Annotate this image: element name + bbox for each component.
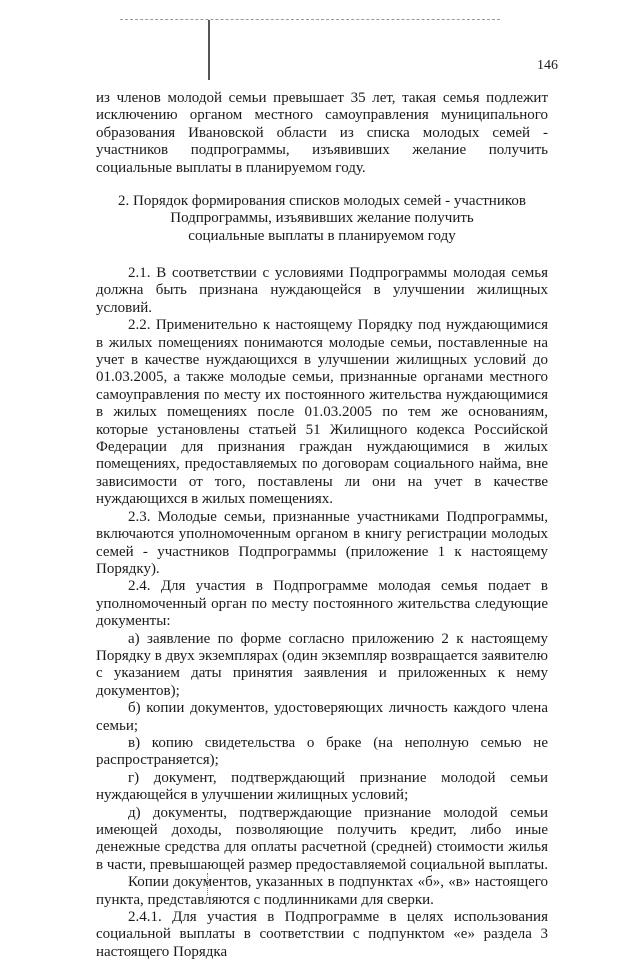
list-item-g: г) документ, подтверждающий признание молодой семьи нуждающейся в улучшении жилищных условий; xyxy=(96,769,548,804)
scan-artifact-line xyxy=(120,19,500,20)
section-heading-line-1: 2. Порядок формирования списков молодых семей - участников xyxy=(118,193,526,209)
section-heading-line-2: Подпрограммы, изъявивших желание получить xyxy=(170,210,474,227)
paragraph-2-1: 2.1. В соответствии с условиями Подпрограммы молодая семья должна быть признана нуждающейся в улучшении жилищных условий. xyxy=(96,265,548,316)
section-heading xyxy=(96,193,548,245)
paragraph-2-4: 2.4. Для участия в Подпрограмме молодая семья подает в уполномоченный орган по месту постоянного жительства следующие документы: xyxy=(96,578,548,630)
intro-block xyxy=(96,90,548,177)
copies-paragraph: Копии документов, указанных в подпунктах «б», «в» настоящего пункта, представляются с подлинниками для сверки. xyxy=(96,874,548,908)
list-item-a: а) заявление по форме согласно приложению 2 к настоящему Порядку в двух экземплярах (один экземпляр возвращается заявителю с указанием даты принятия заявления и приложенных к нему документов); xyxy=(96,630,548,699)
page-number: 146 xyxy=(537,58,558,73)
section-heading-line-3: социальные выплаты в планируемом году xyxy=(188,227,456,244)
list-item-d: д) документы, подтверждающие признание молодой семьи имеющей доходы, позволяющие получить кредит, либо иные денежные средства для оплаты расчетной (средней) стоимости жилья в части, превышающей размер предоставляемой социальной выплаты. xyxy=(96,804,548,873)
list-item-v: в) копию свидетельства о браке (на неполную семью не распространяется); xyxy=(96,734,548,769)
scan-artifact-mark xyxy=(208,20,210,80)
intro-paragraph: из членов молодой семьи превышает 35 лет, такая семья подлежит исключению органом местного самоуправления муниципального образования Ивановской области из списка молодых семей - участников подпрограммы, изъявивших желание получить социальные выплаты в планируемом году. xyxy=(96,90,548,176)
paragraph-2-2: 2.2. Применительно к настоящему Порядку под нуждающимися в жилых помещениях понимаются молодые семьи, поставленные на учет в качестве нуждающихся в улучшении жилищных условий до 01.03.2005, а также молодые семьи, признанные органами местного самоуправления по месту их постоянного жительства нуждающимися в жилых помещениях после 01.03.2005 по тем же основаниям, которые установлены статьей 51 Жилищного кодекса Российской Федерации для признания граждан нуждающимися в жилых помещениях, предоставляемых по договорам социального найма, вне зависимости от того, поставлены ли они на учет в качестве нуждающихся в жилых помещениях. xyxy=(96,317,548,508)
paragraph-2-3: 2.3. Молодые семьи, признанные участниками Подпрограммы, включаются уполномоченным органом в книгу регистрации молодых семей - участников Подпрограммы (приложение 1 к настоящему Порядку). xyxy=(96,508,548,577)
section-body xyxy=(96,265,548,961)
paragraph-2-4-1: 2.4.1. Для участия в Подпрограмме в целях использования социальной выплаты в соответствии с подпунктом «е» раздела 3 настоящего Порядка xyxy=(96,909,548,960)
list-item-b: б) копии документов, удостоверяющих личность каждого члена семьи; xyxy=(96,700,548,734)
